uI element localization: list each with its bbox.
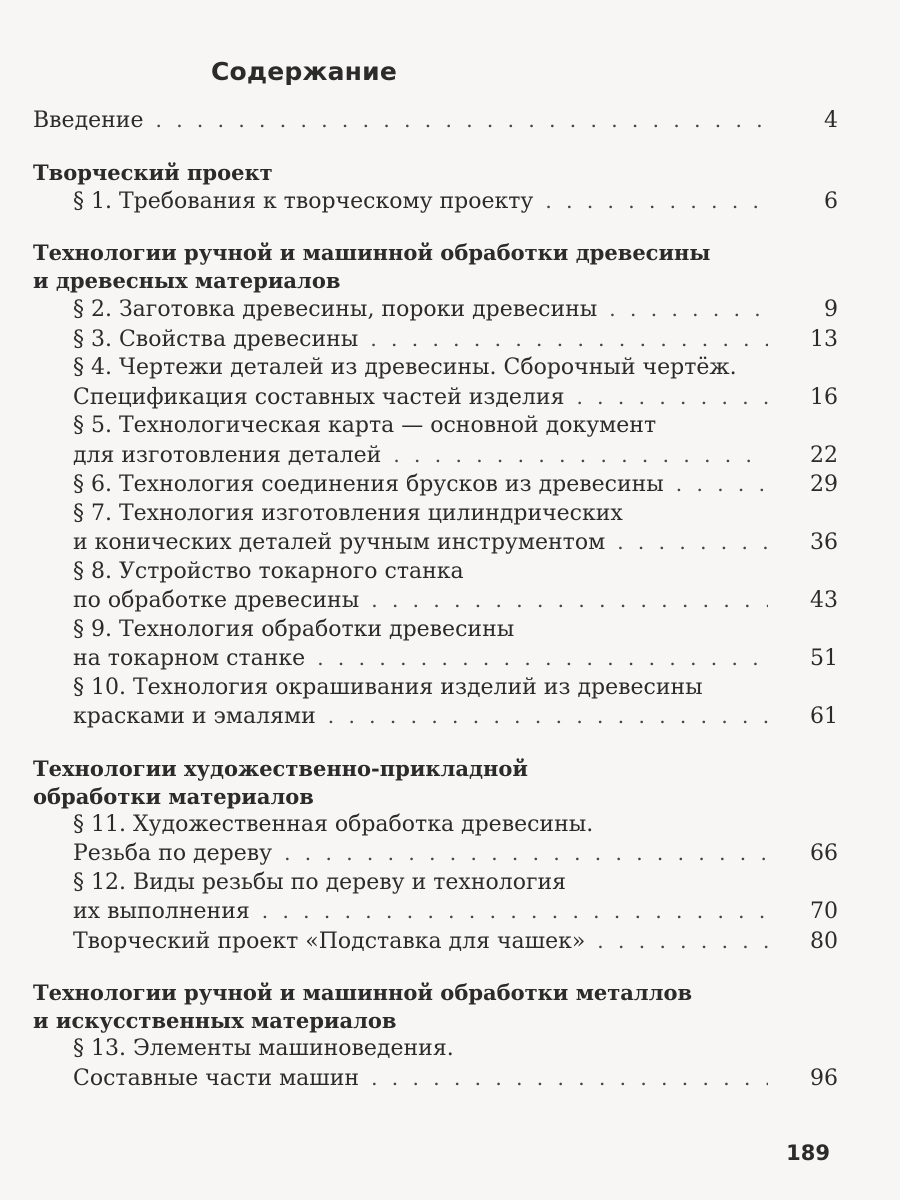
dot-leader bbox=[262, 897, 768, 926]
dot-leader bbox=[576, 383, 768, 412]
entry-page-number: 80 bbox=[810, 928, 838, 954]
entry-title: § 7. Технология изготовления цилиндрических bbox=[73, 500, 623, 526]
entry-page-number: 16 bbox=[810, 384, 838, 410]
toc-entry[interactable] bbox=[33, 586, 838, 616]
entry-title: § 4. Чертежи деталей из древесины. Сборочный чертёж. bbox=[73, 355, 737, 380]
entry-page-number: 61 bbox=[810, 704, 838, 729]
toc-section bbox=[33, 106, 838, 136]
toc-entry[interactable] bbox=[33, 187, 838, 217]
entry-page-number: 66 bbox=[810, 841, 838, 866]
table-of-contents bbox=[33, 106, 838, 1116]
toc-section bbox=[33, 239, 838, 732]
toc-entry[interactable] bbox=[33, 558, 838, 587]
dot-leader bbox=[545, 187, 768, 216]
entry-page-number: 13 bbox=[810, 326, 838, 352]
toc-entry[interactable] bbox=[33, 869, 838, 898]
entry-title: Резьба по дереву bbox=[73, 841, 273, 866]
toc-entry[interactable] bbox=[33, 927, 838, 957]
entry-title: § 5. Технологическая карта — основной документ bbox=[73, 413, 657, 438]
toc-entry[interactable] bbox=[33, 295, 838, 325]
entry-page-number: 9 bbox=[824, 297, 838, 322]
entry-page-number: 51 bbox=[810, 646, 838, 671]
toc-entry[interactable] bbox=[33, 1035, 838, 1064]
entry-title: § 12. Виды резьбы по дереву и технология bbox=[73, 869, 567, 895]
entry-page-number: 29 bbox=[810, 472, 838, 497]
dot-leader bbox=[371, 586, 768, 615]
page-title: Содержание bbox=[210, 57, 398, 86]
toc-entry[interactable] bbox=[33, 412, 838, 441]
entry-page-number: 4 bbox=[824, 108, 838, 133]
entry-title: § 11. Художественная обработка древесины. bbox=[73, 811, 594, 837]
entry-title: § 2. Заготовка древесины, пороки древесины bbox=[73, 297, 598, 322]
toc-entry[interactable] bbox=[33, 1064, 838, 1094]
dot-leader bbox=[371, 1064, 768, 1093]
entry-page-number: 6 bbox=[824, 188, 838, 214]
toc-entry[interactable] bbox=[33, 702, 838, 732]
toc-entry[interactable] bbox=[33, 674, 838, 703]
entry-title: § 10. Технология окрашивания изделий из древесины bbox=[73, 674, 703, 700]
dot-leader bbox=[317, 644, 768, 673]
dot-leader bbox=[328, 702, 768, 731]
entry-title: по обработке древесины bbox=[73, 588, 360, 613]
entry-title: красками и эмалями bbox=[73, 704, 316, 729]
dot-leader bbox=[597, 927, 768, 956]
entry-page-number: 96 bbox=[810, 1065, 838, 1091]
toc-entry[interactable] bbox=[33, 644, 838, 674]
entry-page-number: 43 bbox=[810, 588, 838, 613]
entry-title: для изготовления деталей bbox=[73, 442, 382, 468]
entry-page-number: 36 bbox=[810, 530, 838, 555]
entry-title: Составные части машин bbox=[73, 1065, 360, 1091]
entry-title: § 9. Технология обработки древесины bbox=[73, 616, 515, 642]
toc-entry[interactable] bbox=[33, 325, 838, 355]
toc-entry[interactable] bbox=[33, 811, 838, 840]
toc-entry[interactable] bbox=[33, 106, 838, 136]
page-number: 189 bbox=[786, 1141, 830, 1165]
toc-entry[interactable] bbox=[33, 897, 838, 927]
entry-title: на токарном станке bbox=[73, 646, 306, 671]
toc-entry[interactable] bbox=[33, 839, 838, 869]
section-title: Технологии художественно-прикладной bbox=[33, 755, 528, 781]
entry-title: Введение bbox=[33, 108, 144, 133]
entry-title: § 8. Устройство токарного станка bbox=[73, 558, 464, 584]
toc-entry[interactable] bbox=[33, 500, 838, 529]
entry-title: § 3. Свойства древесины bbox=[73, 326, 359, 352]
section-title: и древесных материалов bbox=[33, 268, 341, 293]
entry-title: § 6. Технология соединения брусков из древесины bbox=[73, 472, 664, 497]
toc-section bbox=[33, 159, 838, 217]
toc-entry[interactable] bbox=[33, 354, 838, 383]
dot-leader bbox=[676, 470, 768, 499]
toc-entry[interactable] bbox=[33, 528, 838, 558]
section-title: Творческий проект bbox=[33, 159, 273, 185]
entry-page-number: 70 bbox=[810, 899, 838, 924]
entry-title: § 1. Требования к творческому проекту bbox=[73, 188, 534, 214]
dot-leader bbox=[370, 325, 768, 354]
entry-title: Спецификация составных частей изделия bbox=[73, 384, 565, 410]
entry-title: их выполнения bbox=[73, 899, 250, 924]
entry-title: § 13. Элементы машиноведения. bbox=[73, 1036, 454, 1061]
toc-section bbox=[33, 979, 838, 1093]
dot-leader bbox=[617, 528, 768, 557]
toc-entry[interactable] bbox=[33, 616, 838, 645]
toc-entry[interactable] bbox=[33, 441, 838, 471]
entry-title: Творческий проект «Подставка для чашек» bbox=[73, 928, 586, 954]
toc-section bbox=[33, 755, 838, 957]
section-title: Технологии ручной и машинной обработки древесины bbox=[33, 240, 711, 265]
toc-entry[interactable] bbox=[33, 470, 838, 500]
section-title: и искусственных материалов bbox=[33, 1008, 397, 1033]
entry-page-number: 22 bbox=[810, 442, 838, 468]
toc-entry[interactable] bbox=[33, 383, 838, 413]
dot-leader bbox=[155, 106, 768, 135]
section-title: обработки материалов bbox=[33, 783, 314, 809]
dot-leader bbox=[284, 839, 768, 868]
dot-leader bbox=[609, 295, 768, 324]
section-title: Технологии ручной и машинной обработки металлов bbox=[33, 980, 693, 1005]
dot-leader bbox=[393, 441, 768, 470]
entry-title: и конических деталей ручным инструментом bbox=[73, 530, 606, 555]
